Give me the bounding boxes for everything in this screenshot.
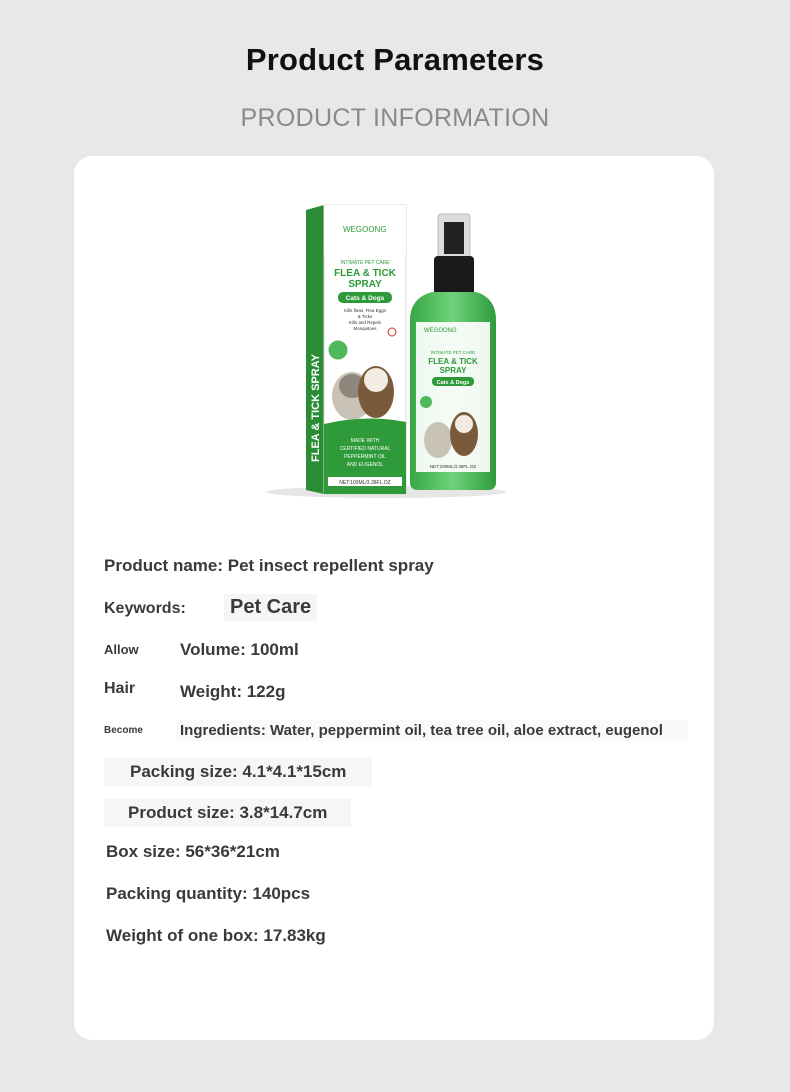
spec-allow-label: Allow: [104, 642, 139, 657]
box-name-2: SPRAY: [348, 279, 382, 290]
bottle-net: NET:100ML/3.38FL.OZ: [429, 464, 477, 469]
box-name-1: FLEA & TICK: [334, 268, 396, 279]
bottle-cat-illustration: [424, 422, 452, 458]
no-bug-icon: [388, 328, 396, 336]
page-subtitle: PRODUCT INFORMATION: [240, 104, 550, 132]
bottle-leaf-icon: [420, 396, 432, 408]
bottle-badge-text: Cats & Dogs: [436, 380, 470, 386]
spec-packing-size: Packing size: 4.1*4.1*15cm: [104, 758, 372, 786]
leaf-icon: [328, 340, 348, 360]
product-card: [74, 156, 714, 1040]
bottle-line: INTIMATE PET CARE: [430, 350, 476, 355]
box-claim-1: Kills fleas, Flea Eggs: [344, 308, 386, 313]
box-line: INTIMATE PET CARE: [340, 260, 390, 266]
box-claim-3: Kills and Repels: [348, 320, 382, 325]
spec-keywords-value: Pet Care: [224, 594, 317, 621]
spec-product-size: Product size: 3.8*14.7cm: [104, 799, 351, 827]
box-net: NET:100ML/3.38FL.OZ: [339, 480, 391, 486]
bottle-name-2: SPRAY: [439, 366, 467, 375]
box-made-3: PEPPERMINT OIL: [344, 454, 386, 460]
spec-volume: Volume: 100ml: [180, 640, 299, 659]
product-image: [266, 202, 536, 502]
spec-hair-label: Hair: [104, 680, 136, 697]
spec-weight-of-one-box: Weight of one box: 17.83kg: [106, 926, 326, 945]
spec-keywords-label: Keywords:: [104, 600, 186, 617]
box-side-text: FLEA & TICK SPRAY: [310, 354, 322, 462]
bottle-brand: WEGOONG: [424, 328, 457, 334]
product-bottle: [410, 214, 496, 490]
spec-become-label: Become: [104, 725, 143, 736]
product-box: [306, 205, 406, 494]
box-claim-4: Mosquitoes: [353, 326, 377, 331]
spec-weight: Weight: 122g: [180, 682, 286, 701]
spec-box-size: Box size: 56*36*21cm: [106, 842, 280, 861]
box-claim-2: & Ticks: [357, 314, 373, 319]
spec-packing-quantity: Packing quantity: 140pcs: [106, 884, 311, 903]
box-made-1: MADE WITH: [350, 438, 380, 444]
spec-ingredients: Ingredients: Water, peppermint oil, tea tree oil, aloe extract, eugenol: [176, 720, 688, 741]
spec-product-name: Product name: Pet insect repellent spray: [104, 556, 434, 575]
page-title: Product Parameters: [245, 42, 545, 77]
box-badge-text: Cats & Dogs: [345, 295, 385, 302]
box-made-4: AND EUGENOL: [346, 462, 384, 468]
box-brand: WEGOONG: [343, 225, 387, 234]
bottle-name-1: FLEA & TICK: [428, 357, 478, 366]
box-made-2: CERTIFIED NATURAL: [339, 446, 391, 452]
